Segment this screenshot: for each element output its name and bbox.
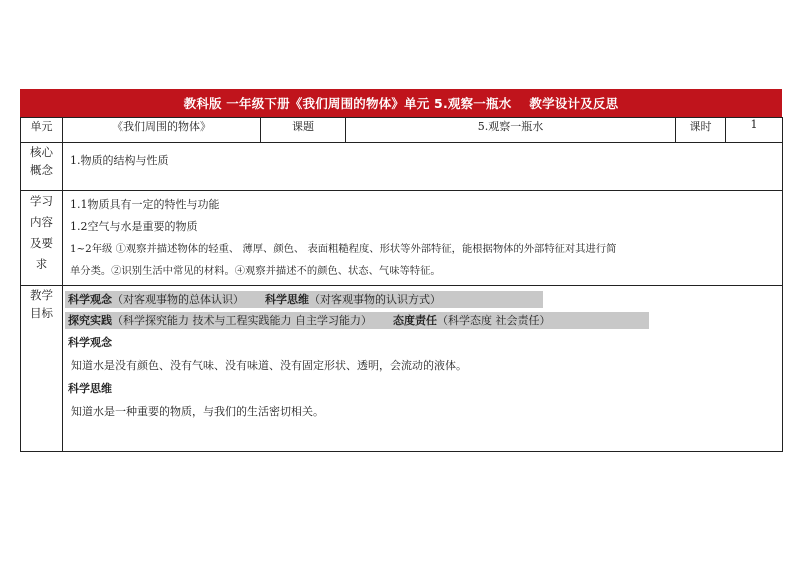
topic-value: 5.观察一瓶水 [346, 118, 676, 143]
teaching-goals-row [21, 286, 783, 452]
core-concept-label: 核心 概念 [21, 143, 63, 191]
unit-label: 单元 [21, 118, 63, 143]
study-content-cell [63, 191, 783, 286]
goal-heading-1: 科学观念 [68, 336, 112, 349]
hours-label: 课时 [676, 118, 726, 143]
unit-value: 《我们周围的物体》 [63, 118, 261, 143]
study-content-row [21, 191, 783, 286]
study-line: 1~2年级 ①观察并描述物体的轻重、 薄厚、颜色、 表面粗糙程度、形状等外部特征，能根据物体的外部特征对其进行简 [70, 243, 617, 255]
core-concept-text: 1.物质的结构与性质 [70, 154, 169, 167]
goal-heading-2: 科学思维 [68, 382, 112, 395]
title-banner [20, 89, 782, 117]
goal-category-bar-2: 探究实践（科学探究能力 技术与工程实践能力 自主学习能力） 态度责任（科学态度 社会责任） [65, 312, 649, 329]
banner-subtitle: 教学设计及反思 [529, 96, 619, 111]
study-content-label: 学习 内容 及要 求 [21, 191, 63, 286]
unit-row [21, 118, 783, 143]
lesson-plan-sheet [20, 89, 782, 452]
study-line: 单分类。②识别生活中常见的材料。④观察并描述不的颜色、状态、气味等特征。 [70, 265, 441, 277]
hours-value: 1 [726, 118, 783, 143]
study-line: 1.1物质具有一定的特性与功能 [70, 198, 220, 211]
topic-label: 课题 [261, 118, 346, 143]
teaching-goals-label: 教学 目标 [21, 286, 63, 452]
teaching-goals-cell [63, 286, 783, 452]
lesson-plan-table [20, 117, 783, 452]
goal-text-2: 知道水是一种重要的物质，与我们的生活密切相关。 [71, 405, 324, 418]
banner-title: 教科版 一年级下册《我们周围的物体》单元 5.观察一瓶水 [183, 96, 512, 111]
goal-category-bar-1: 科学观念（对客观事物的总体认识） 科学思维（对客观事物的认识方式） [65, 291, 543, 308]
study-line: 1.2空气与水是重要的物质 [70, 220, 198, 233]
goal-text-1: 知道水是没有颜色、没有气味、没有味道、没有固定形状、透明，会流动的液体。 [71, 359, 467, 372]
core-concept-row [21, 143, 783, 191]
core-concept-cell [63, 143, 783, 191]
